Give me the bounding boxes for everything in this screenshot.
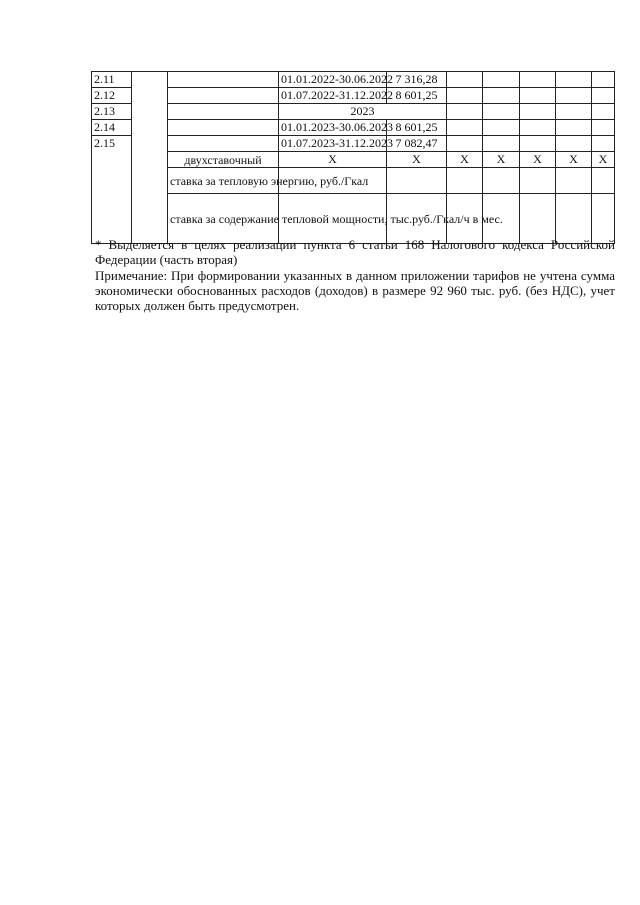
row-number: 2.13 [92, 104, 132, 120]
empty-cell [387, 168, 447, 194]
empty-cell [483, 104, 520, 120]
x-mark: X [279, 152, 387, 168]
table-row [92, 88, 615, 104]
empty-cell [520, 136, 556, 152]
period-cell: 01.01.2022-30.06.2022 [279, 72, 387, 88]
period-cell: 01.01.2023-30.06.2023 [279, 120, 387, 136]
empty-cell [520, 168, 556, 194]
table-row [92, 168, 615, 194]
empty-cell [520, 104, 556, 120]
empty-cell [556, 168, 592, 194]
empty-cell [520, 72, 556, 88]
empty-cell [168, 72, 279, 88]
empty-cell [520, 194, 556, 244]
empty-cell [520, 120, 556, 136]
x-mark: X [592, 152, 615, 168]
empty-cell [483, 72, 520, 88]
empty-cell [592, 72, 615, 88]
empty-cell [447, 88, 483, 104]
row-number: 2.12 [92, 88, 132, 104]
period-cell: 01.07.2022-31.12.2022 [279, 88, 387, 104]
note-line: Примечание: При формировании указанных в данном приложении тарифов не учтена сумма [95, 268, 615, 283]
table-row [92, 72, 615, 88]
table-row [92, 152, 615, 168]
table-row [92, 136, 615, 152]
empty-cell [592, 136, 615, 152]
empty-cell [520, 88, 556, 104]
footnote [95, 237, 615, 267]
row-number: 2.14 [92, 120, 132, 136]
table-row [92, 194, 615, 244]
empty-cell [447, 120, 483, 136]
x-mark: X [447, 152, 483, 168]
empty-cell [592, 104, 615, 120]
tariff-value: 8 601,25 [387, 120, 447, 136]
empty-cell [447, 168, 483, 194]
tariff-value: 8 601,25 [387, 88, 447, 104]
note [95, 268, 615, 313]
empty-cell [483, 88, 520, 104]
tariff-value: 7 316,28 [387, 72, 447, 88]
empty-cell [592, 168, 615, 194]
x-mark: X [483, 152, 520, 168]
empty-cell [447, 72, 483, 88]
empty-cell [168, 136, 279, 152]
empty-cell [168, 88, 279, 104]
empty-cell [556, 194, 592, 244]
empty-cell [556, 104, 592, 120]
row-number: 2.15 [92, 136, 132, 244]
tariff-table [91, 71, 615, 244]
footnote-line: * Выделяется в целях реализации пункта 6 статьи 168 Налогового кодекса Российской [95, 237, 615, 252]
note-line: экономически обоснованных расходов (доходов) в размере 92 960 тыс. руб. (без НДС), учет [95, 283, 615, 298]
empty-cell [168, 120, 279, 136]
table-row [92, 104, 615, 120]
empty-cell [592, 88, 615, 104]
empty-cell [483, 120, 520, 136]
empty-cell [483, 168, 520, 194]
empty-cell [592, 120, 615, 136]
x-mark: X [387, 152, 447, 168]
empty-cell [556, 120, 592, 136]
empty-cell [447, 136, 483, 152]
empty-cell [447, 104, 483, 120]
empty-cell [556, 72, 592, 88]
empty-cell [592, 194, 615, 244]
note-line: которых должен быть предусмотрен. [95, 298, 300, 313]
energy-rate-label: ставка за тепловую энергию, руб./Гкал [168, 168, 279, 194]
empty-cell [483, 136, 520, 152]
period-cell: 01.07.2023-31.12.2023 [279, 136, 387, 152]
two-part-label: двухставочный [168, 152, 279, 168]
row-number: 2.11 [92, 72, 132, 88]
year-heading: 2023 [279, 104, 447, 120]
capacity-rate-label: ставка за содержание тепловой мощности, тыс.руб./Гкал/ч в мес. [168, 194, 279, 244]
footnote-line: Федерации (часть вторая) [95, 252, 238, 267]
empty-cell [168, 104, 279, 120]
empty-cell [556, 88, 592, 104]
empty-cell [132, 72, 168, 244]
table-row [92, 120, 615, 136]
empty-cell [556, 136, 592, 152]
x-mark: X [520, 152, 556, 168]
tariff-value: 7 082,47 [387, 136, 447, 152]
x-mark: X [556, 152, 592, 168]
